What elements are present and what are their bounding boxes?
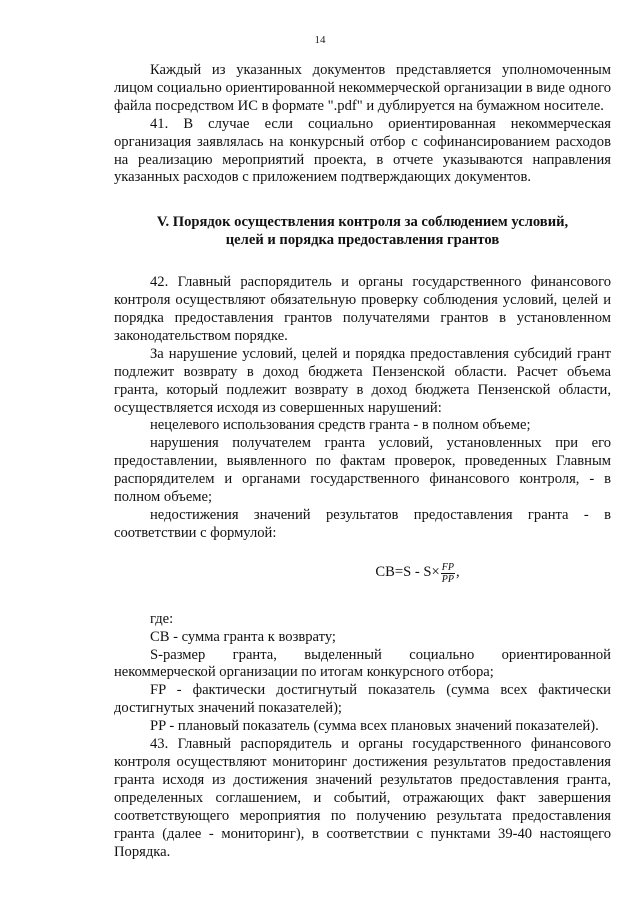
formula-tail: , <box>455 564 460 581</box>
page-number: 14 <box>314 34 326 46</box>
section-heading-line1: V. Порядок осуществления контроля за соблюдением условий, <box>156 214 569 231</box>
formula-block <box>114 562 611 585</box>
formula-lhs: CB=S - S× <box>375 564 440 581</box>
formula-denominator: PP <box>441 573 454 585</box>
paragraph-conditions-breach: нарушения получателем гранта условий, установленных при его предоставлении, выявленного по фактам проверок, проведенных Главным распорядителем и органами государственного финансового контроля, - в полном объеме; <box>114 435 611 506</box>
legend-item-s: S-размер гранта, выделенный социально ориентированной некоммерческой организации по итогам конкурсного отбора; <box>114 646 611 681</box>
paragraph-results-failure: недостижения значений результатов предоставления гранта - в соответствии с формулой: <box>114 506 611 541</box>
document-body <box>114 62 611 861</box>
legend-item-fp: FP - фактически достигнутый показатель (сумма всех фактически достигнутых значений показателей); <box>114 682 611 717</box>
section-heading <box>114 214 611 250</box>
section-heading-line2: целей и порядка предоставления грантов <box>225 232 500 249</box>
paragraph-43: 43. Главный распорядитель и органы государственного финансового контроля осуществляют мониторинг достижения результатов предоставления гранта исходя из достижения значений результатов предоставления гранта, определенных соглашением, и событий, отражающих факт завершения соответствующего мероприятия по получению результата предоставления гранта (далее - мониторинг), в соответствии с пунктами 39-40 настоящего Порядка. <box>114 736 611 860</box>
paragraph-42: 42. Главный распорядитель и органы государственного финансового контроля осуществляют обязательную проверку соблюдения условий, целей и порядка предоставления грантов получателями грантов в установленном законодательством порядке. <box>114 274 611 344</box>
paragraph-documents-submission: Каждый из указанных документов представляется уполномоченным лицом социально ориентированной некоммерческой организации в виде одного файла посредством ИС в формате ".pdf" и дублируется на бумажном носителе. <box>114 62 611 114</box>
paragraph-41: 41. В случае если социально ориентированная некоммерческая организация заявлялась на конкурсный отбор с софинансированием расходов на реализацию мероприятий проекта, в отчете указываются направления указанных расходов с приложением подтверждающих документов. <box>114 115 611 186</box>
legend-intro: где: <box>150 610 174 627</box>
formula-numerator: FP <box>441 561 454 573</box>
legend-item-cb: СВ - сумма гранта к возврату; <box>150 628 336 645</box>
paragraph-misuse: нецелевого использования средств гранта - в полном объеме; <box>150 417 531 434</box>
paragraph-violation: За нарушение условий, целей и порядка предоставления субсидий грант подлежит возврату в доход бюджета Пензенской области. Расчет объема гранта, который подлежит возврату в доход бюджета Пензенской области, осуществляется исходя из совершенных нарушений: <box>114 345 611 416</box>
formula <box>375 562 459 585</box>
legend-item-pp: PP - плановый показатель (сумма всех плановых значений показателей). <box>150 718 599 735</box>
formula-fraction <box>441 562 455 585</box>
